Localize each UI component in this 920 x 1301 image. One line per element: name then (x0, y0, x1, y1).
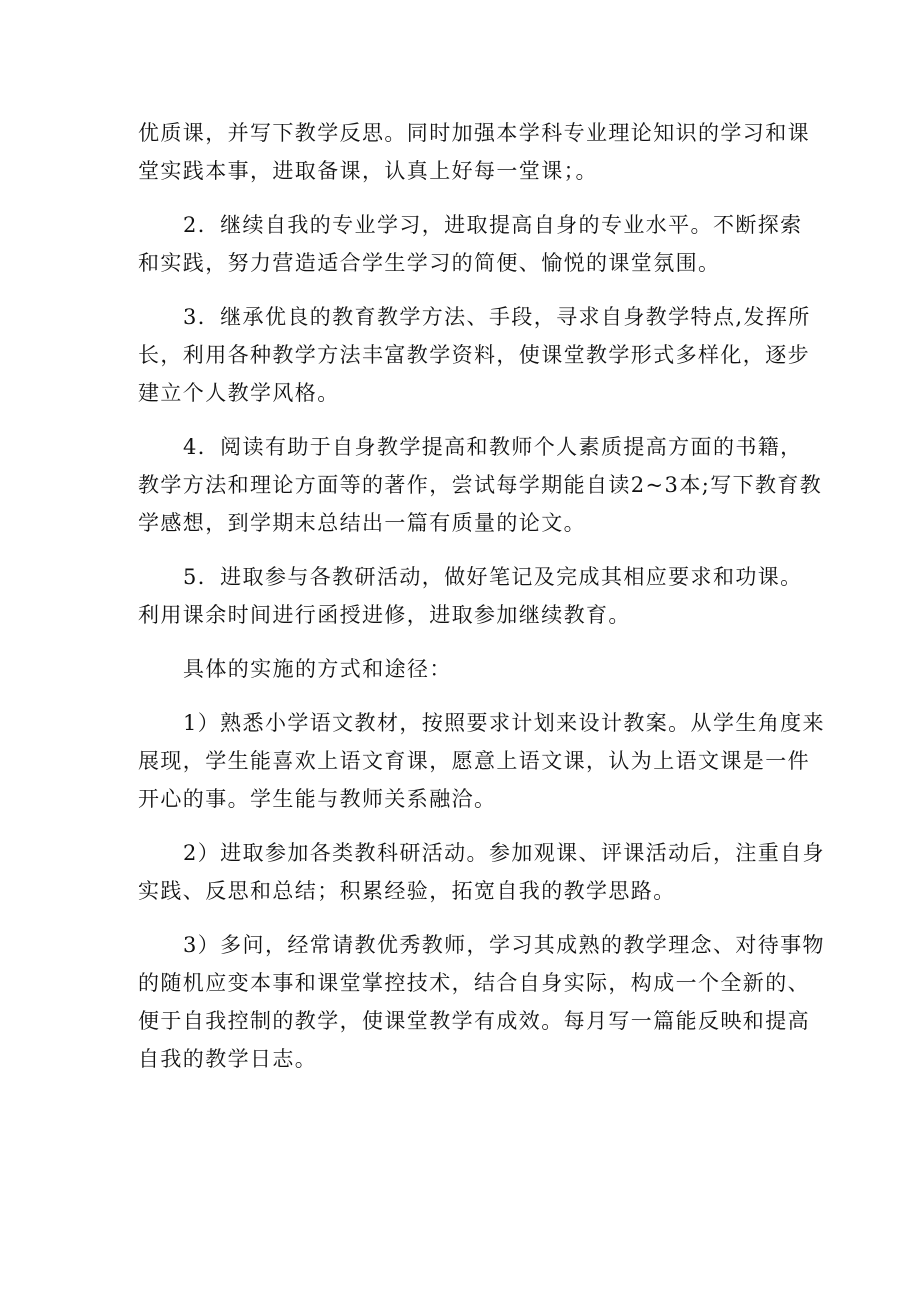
text-line: 建立个人教学风格。 (138, 381, 340, 405)
text-line: 教学方法和理论方面等的著作，尝试每学期能自读2~3本;写下教育教 (138, 473, 823, 497)
text-line: 5．进取参与各教研活动，做好笔记及完成其相应要求和功课。 (183, 565, 803, 589)
text-line: 的随机应变本事和课堂掌控技术，结合自身实际，构成一个全新的、 (138, 971, 810, 995)
text-line: 长，利用各种教学方法丰富教学资料，使课堂教学形式多样化，逐步 (138, 343, 810, 367)
paragraph-item-4 (138, 428, 823, 542)
text-line: 便于自我控制的教学，使课堂教学有成效。每月写一篇能反映和提高 (138, 1009, 810, 1033)
text-line: 2）进取参加各类教科研活动。参加观课、评课活动后，注重自身 (183, 841, 825, 865)
text-line: 2．继续自我的专业学习，进取提高自身的专业水平。不断探索 (183, 213, 803, 237)
paragraph-item-3 (138, 298, 811, 412)
text-line: 1）熟悉小学语文教材，按照要求计划来设计教案。从学生角度来 (183, 711, 825, 735)
text-line: 和实践，努力营造适合学生学习的简便、愉悦的课堂氛围。 (138, 251, 721, 275)
text-line: 展现，学生能喜欢上语文育课，愿意上语文课，认为上语文课是一件 (138, 749, 810, 773)
text-line: 学感想，到学期末总结出一篇有质量的论文。 (138, 511, 586, 535)
text-line: 利用课余时间进行函授进修，进取参加继续教育。 (138, 603, 631, 627)
text-line: 优质课，并写下教学反思。同时加强本学科专业理论知识的学习和课 (138, 121, 810, 145)
text-line: 3．继承优良的教育教学方法、手段，寻求自身教学特点,发挥所 (183, 305, 811, 329)
section-heading (138, 650, 793, 688)
text-line: 自我的教学日志。 (138, 1047, 318, 1071)
paragraph-continuation (138, 114, 810, 190)
text-line: 3）多问，经常请教优秀教师，学习其成熟的教学理念、对待事物 (183, 933, 825, 957)
document-body (138, 114, 825, 1094)
text-line: 具体的实施的方式和途径： (183, 657, 452, 681)
paragraph-item-2 (138, 206, 803, 282)
paragraph-method-1 (138, 704, 825, 818)
text-line: 实践、反思和总结；积累经验，拓宽自我的教学思路。 (138, 879, 676, 903)
text-line: 4．阅读有助于自身教学提高和教师个人素质提高方面的书籍， (183, 435, 803, 459)
text-line: 堂实践本事，进取备课，认真上好每一堂课；。 (138, 159, 598, 183)
paragraph-method-2 (138, 834, 825, 910)
paragraph-method-3 (138, 926, 825, 1078)
text-line: 开心的事。学生能与教师关系融洽。 (138, 787, 497, 811)
paragraph-item-5 (138, 558, 803, 634)
